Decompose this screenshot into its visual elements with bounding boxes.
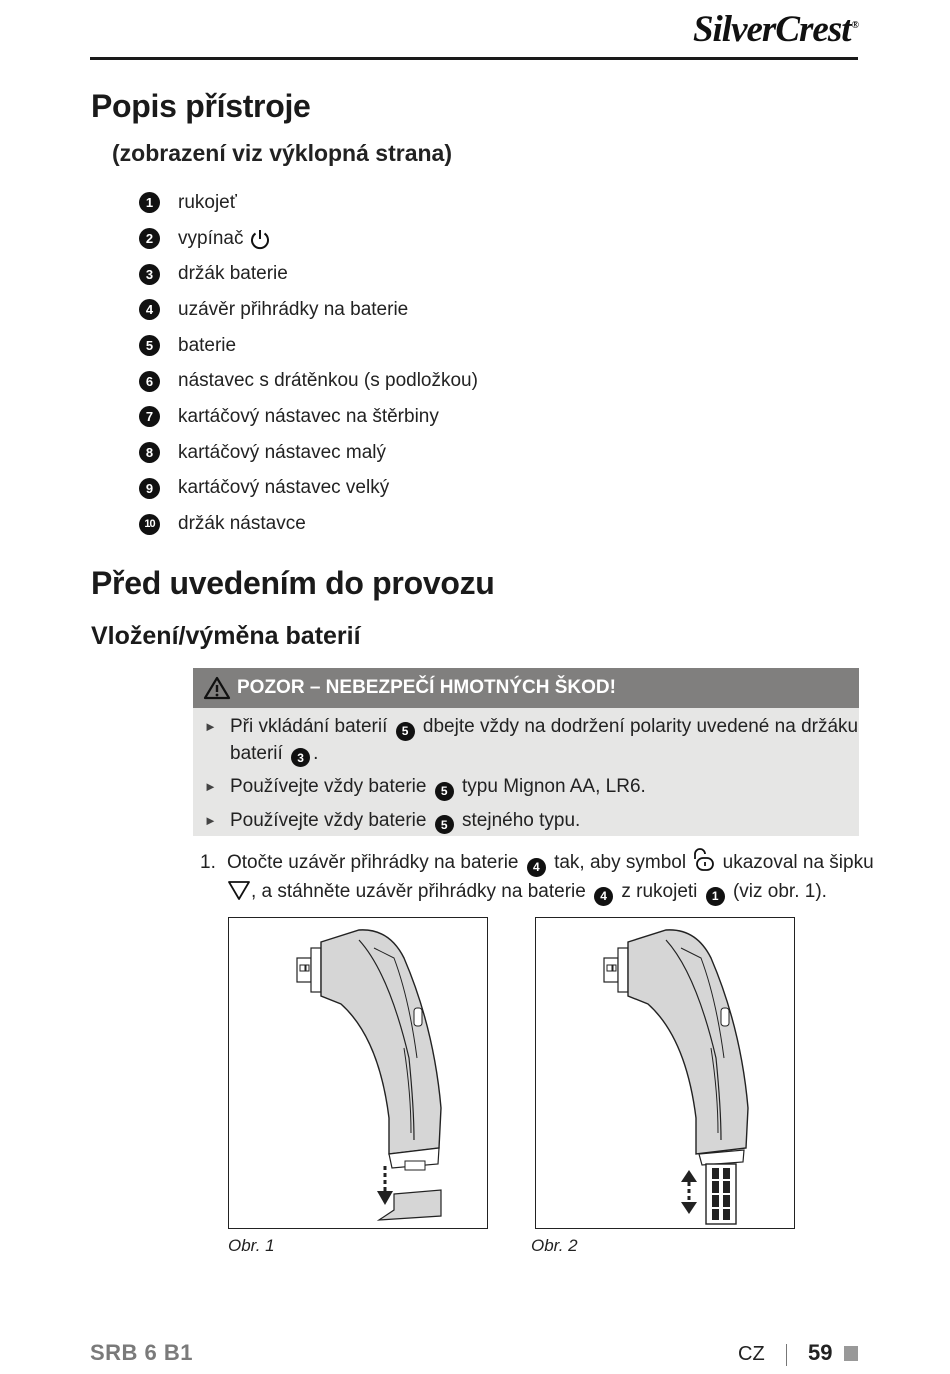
figure-2 bbox=[535, 917, 795, 1229]
warning-item: ► Používejte vždy baterie 5 typu Mignon AA, LR6. bbox=[193, 774, 859, 801]
figure-2-caption: Obr. 2 bbox=[531, 1236, 578, 1255]
figure-1-caption: Obr. 1 bbox=[228, 1236, 275, 1255]
arrow-right-icon: ► bbox=[204, 779, 217, 794]
number-badge: 7 bbox=[139, 406, 160, 427]
list-item bbox=[139, 435, 478, 471]
item-label: kartáčový nástavec malý bbox=[178, 441, 387, 463]
handle-cap-removed-illustration bbox=[229, 918, 486, 1227]
warning-header bbox=[193, 668, 859, 708]
item-label: kartáčový nástavec velký bbox=[178, 477, 390, 499]
item-label: kartáčový nástavec na štěrbiny bbox=[178, 405, 439, 427]
list-item bbox=[139, 506, 478, 542]
item-label: rukojeť bbox=[178, 191, 237, 213]
list-item bbox=[139, 185, 478, 221]
number-badge: 1 bbox=[139, 192, 160, 213]
section-title-description: Popis přístroje bbox=[91, 88, 311, 124]
number-badge: 1 bbox=[706, 887, 725, 906]
list-item bbox=[139, 328, 478, 364]
number-badge: 4 bbox=[139, 299, 160, 320]
list-item bbox=[139, 256, 478, 292]
number-badge: 6 bbox=[139, 371, 160, 392]
warning-title: POZOR – NEBEZPEČÍ HMOTNÝCH ŠKOD! bbox=[237, 677, 616, 698]
arrow-down-triangle-icon bbox=[227, 879, 251, 901]
number-badge: 5 bbox=[435, 782, 454, 801]
figure-1 bbox=[228, 917, 488, 1229]
footer-square-mark bbox=[844, 1346, 858, 1361]
number-badge: 3 bbox=[291, 748, 310, 767]
number-badge: 8 bbox=[139, 442, 160, 463]
number-badge: 5 bbox=[435, 815, 454, 834]
page-number: 59 bbox=[808, 1340, 833, 1365]
subsection-title-batteries: Vložení/výměna baterií bbox=[91, 622, 361, 650]
item-label: držák baterie bbox=[178, 263, 288, 285]
step-text: Otočte uzávěr přihrádky na baterie 4 tak, aby symbol ukazoval na šipku , a stáhněte uzávěr přihrádky na baterie 4 z rukojeti 1 (viz obr. 1). bbox=[227, 848, 880, 906]
number-badge: 5 bbox=[396, 722, 415, 741]
list-item bbox=[139, 399, 478, 435]
brand-logo: SilverCrest® bbox=[692, 9, 858, 50]
number-badge: 2 bbox=[139, 228, 160, 249]
item-label: nástavec s drátěnkou (s podložkou) bbox=[178, 370, 478, 392]
number-badge: 4 bbox=[594, 887, 613, 906]
list-item bbox=[139, 471, 478, 507]
footer-model: SRB 6 B1 bbox=[90, 1340, 194, 1365]
item-label: držák nástavce bbox=[178, 513, 306, 535]
header-rule bbox=[90, 57, 858, 60]
warning-box bbox=[193, 668, 859, 836]
power-icon bbox=[249, 228, 271, 250]
number-badge: 9 bbox=[139, 478, 160, 499]
instruction-step bbox=[200, 848, 880, 906]
number-badge: 4 bbox=[527, 858, 546, 877]
warning-list bbox=[193, 708, 859, 834]
unlock-icon bbox=[691, 848, 717, 872]
number-badge: 5 bbox=[139, 335, 160, 356]
arrow-right-icon: ► bbox=[204, 812, 217, 828]
item-label: baterie bbox=[178, 334, 237, 356]
warning-item: ► Při vkládání baterií 5 dbejte vždy na dodržení polarity uvedené na držáku baterií 3 . bbox=[193, 714, 859, 767]
warning-item: ► Používejte vždy baterie 5 stejného typu. bbox=[193, 808, 859, 835]
parts-list bbox=[139, 185, 478, 542]
item-label: vypínač bbox=[178, 227, 244, 249]
list-item bbox=[139, 363, 478, 399]
step-number: 1. bbox=[200, 852, 216, 873]
section-subtitle: (zobrazení viz výklopná strana) bbox=[112, 140, 452, 166]
arrow-right-icon: ► bbox=[204, 719, 217, 734]
section-title-before-use: Před uvedením do provozu bbox=[91, 565, 495, 601]
list-item bbox=[139, 292, 478, 328]
number-badge: 3 bbox=[139, 264, 160, 285]
list-item bbox=[139, 221, 478, 257]
handle-battery-holder-illustration bbox=[536, 918, 793, 1227]
footer-divider bbox=[786, 1344, 787, 1366]
warning-triangle-icon bbox=[203, 676, 231, 700]
item-label: uzávěr přihrádky na baterie bbox=[178, 298, 409, 320]
number-badge: 10 bbox=[139, 514, 160, 535]
footer-language: CZ bbox=[738, 1343, 765, 1365]
